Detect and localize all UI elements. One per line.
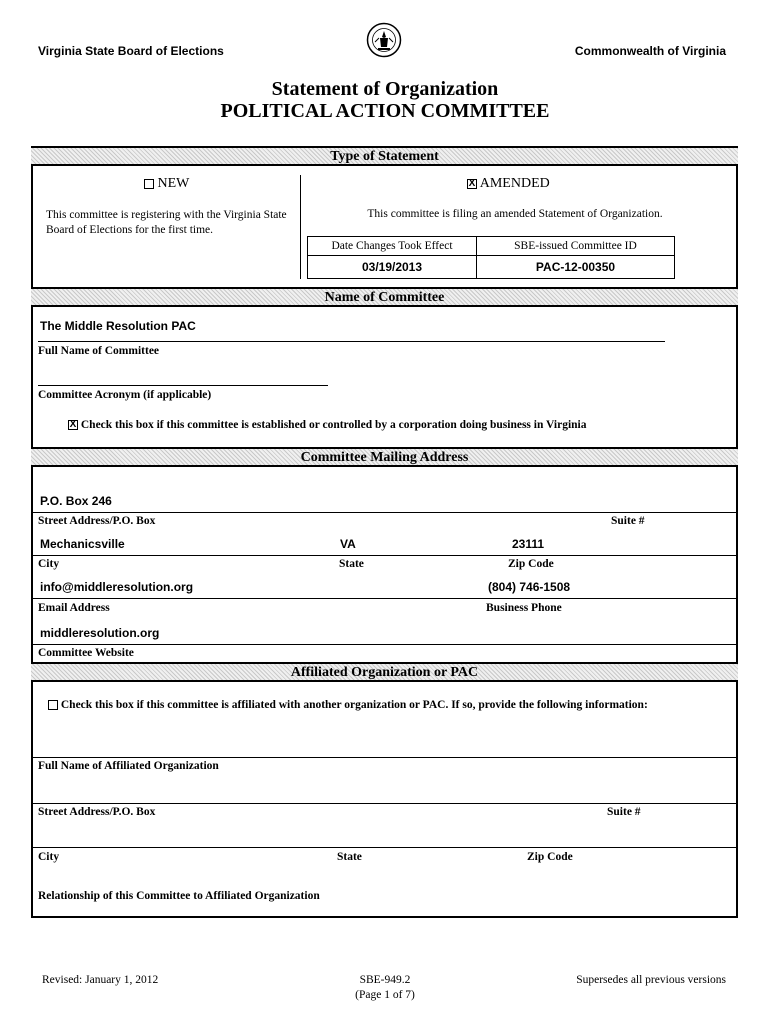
acronym-line (38, 385, 328, 386)
page-subtitle: POLITICAL ACTION COMMITTEE (220, 100, 550, 122)
affiliated-check-label: Check this box if this committee is affiliated with another organization or PAC. If so, provide the following information: (60, 699, 648, 711)
affiliated-street-label: Street Address/P.O. Box (38, 806, 156, 818)
email-line (31, 598, 738, 599)
footer-page: (Page 1 of 7) (355, 989, 415, 1001)
footer-form-number: SBE-949.2 (359, 974, 411, 986)
committee-name-line (38, 341, 665, 342)
committee-name-value[interactable]: The Middle Resolution PAC (40, 319, 196, 333)
header-left: Virginia State Board of Elections (38, 44, 224, 58)
new-label: NEW (157, 176, 190, 191)
corporation-option[interactable] (68, 419, 587, 431)
affiliated-street-line (31, 803, 738, 804)
affiliated-option[interactable] (48, 699, 648, 711)
amended-option[interactable] (467, 176, 550, 192)
amended-description: This committee is filing an amended Statement of Organization. (367, 208, 663, 220)
street-line (31, 512, 738, 513)
website-value[interactable]: middleresolution.org (40, 626, 160, 640)
corporation-checkbox[interactable]: X (69, 419, 77, 431)
footer-supersedes: Supersedes all previous versions (576, 974, 726, 986)
new-option[interactable] (144, 176, 189, 192)
section-affiliated: Affiliated Organization or PAC (31, 662, 738, 682)
date-header: Date Changes Took Effect (307, 236, 477, 256)
footer-revised: Revised: January 1, 2012 (42, 974, 159, 986)
phone-label: Business Phone (486, 602, 562, 614)
city-value[interactable]: Mechanicsville (40, 537, 125, 551)
email-value[interactable]: info@middleresolution.org (40, 580, 194, 594)
amended-label: AMENDED (479, 176, 550, 191)
suite-label: Suite # (611, 515, 645, 527)
affiliated-state-label: State (337, 851, 362, 863)
corporation-label: Check this box if this committee is established or controlled by a corporation doing business in Virginia (80, 419, 587, 431)
website-label: Committee Website (38, 647, 134, 659)
affiliated-checkbox[interactable] (48, 700, 58, 710)
city-label: City (38, 558, 60, 570)
city-line (31, 555, 738, 556)
divider (300, 175, 301, 279)
affiliated-name-line (31, 757, 738, 758)
virginia-seal-icon (366, 22, 402, 58)
email-label: Email Address (38, 602, 110, 614)
affiliated-city-line (31, 847, 738, 848)
committee-id-value[interactable]: PAC-12-00350 (476, 255, 675, 279)
id-header: SBE-issued Committee ID (476, 236, 675, 256)
website-line (31, 644, 738, 645)
street-label: Street Address/P.O. Box (38, 515, 156, 527)
full-name-label: Full Name of Committee (38, 345, 160, 357)
section-type-of-statement: Type of Statement (31, 146, 738, 166)
street-value[interactable]: P.O. Box 246 (40, 494, 112, 508)
relationship-label: Relationship of this Committee to Affiliated Organization (38, 890, 320, 902)
affiliated-name-label: Full Name of Affiliated Organization (38, 760, 219, 772)
date-value[interactable]: 03/19/2013 (307, 255, 477, 279)
amended-checkbox[interactable]: X (468, 177, 476, 189)
affiliated-city-label: City (38, 851, 60, 863)
state-value[interactable]: VA (340, 537, 356, 551)
page-title: Statement of Organization (271, 78, 499, 100)
new-checkbox[interactable] (144, 179, 154, 189)
zip-value[interactable]: 23111 (512, 537, 545, 551)
section-mailing-address: Committee Mailing Address (31, 447, 738, 467)
acronym-label: Committee Acronym (if applicable) (38, 389, 212, 401)
state-label: State (339, 558, 364, 570)
zip-label: Zip Code (508, 558, 554, 570)
affiliated-zip-label: Zip Code (527, 851, 573, 863)
header-right: Commonwealth of Virginia (574, 44, 726, 58)
new-description: This committee is registering with the Virginia State Board of Elections for the first time. (46, 209, 287, 236)
section-name-of-committee: Name of Committee (31, 287, 738, 307)
phone-value[interactable]: (804) 746-1508 (488, 580, 571, 594)
affiliated-suite-label: Suite # (607, 806, 641, 818)
